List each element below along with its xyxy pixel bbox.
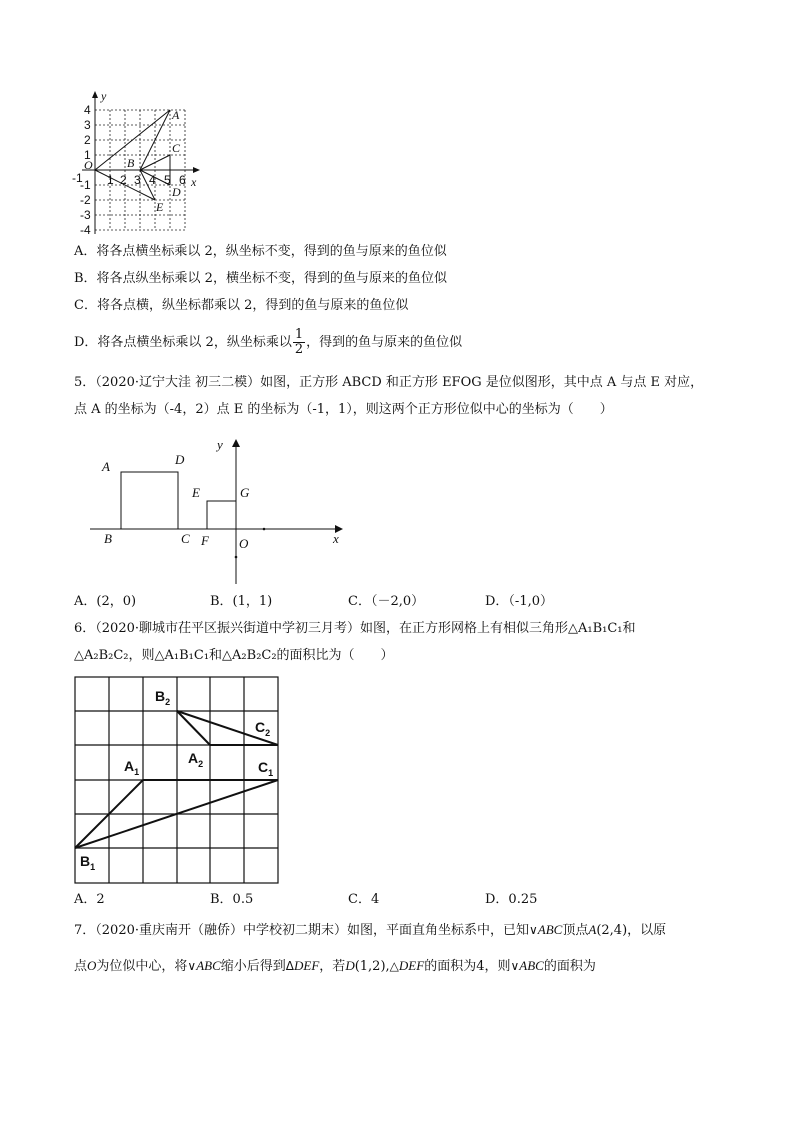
q7-text: ，若	[319, 959, 346, 974]
q6-option-a: A．2	[74, 892, 105, 907]
q4-option-b: B．将各点纵坐标乘以 2，横坐标不变，得到的鱼与原来的鱼位似	[74, 271, 447, 286]
q6-question-line1: 6．（2020·聊城市茌平区振兴街道中学初三月考）如图，在正方形网格上有相似三角形△A₁B₁C₁和	[74, 621, 636, 636]
q5-point-d: D	[175, 452, 185, 467]
q4-option-c: C．将各点横，纵坐标都乘以 2，得到的鱼与原来的鱼位似	[74, 298, 409, 313]
q7-text: 的面积为	[424, 959, 477, 974]
q7-text: 点	[74, 959, 88, 974]
q6-option-b: B．0.5	[210, 892, 254, 907]
q6-label-b2-letter: B	[155, 688, 166, 704]
q6-label-c1-letter: C	[258, 759, 269, 775]
q5-point-o: O	[239, 536, 249, 551]
q6-label-b1-letter: B	[80, 853, 91, 869]
q5-option-d: D．（-1,0）	[485, 594, 553, 609]
fig1-x-tick: 4	[149, 173, 156, 187]
q7-var-abc: ABC	[196, 958, 221, 973]
q6-label-c2	[255, 719, 270, 741]
q6-label-a2-sub: 2	[198, 758, 204, 769]
q6-option-d: D．0.25	[485, 892, 538, 907]
triangle-symbol: ∨	[187, 959, 197, 973]
q7-question-line2	[74, 958, 596, 975]
triangle-symbol: Δ	[285, 959, 295, 973]
q5-point-f: F	[201, 533, 209, 548]
q7-var-o: O	[87, 958, 97, 973]
q6-label-b2-sub: 2	[165, 696, 171, 707]
q7-var-def: DEF	[294, 958, 320, 973]
q6-label-a1	[124, 758, 139, 780]
fig1-x-tick: 5	[164, 173, 171, 187]
q6-label-a2-letter: A	[188, 750, 199, 766]
fig1-y-tick: 4	[84, 103, 91, 117]
triangle-symbol: ∨	[510, 959, 520, 973]
q6-label-c2-letter: C	[255, 719, 266, 735]
q7-text: ，则	[484, 959, 511, 974]
q7-number: 4	[476, 959, 485, 974]
fig1-y-tick: -4	[80, 223, 91, 237]
q7-text: 的面积为	[543, 959, 596, 974]
q5-point-e: E	[192, 485, 200, 500]
fig1-x-tick: 6	[179, 173, 186, 187]
q7-text: 顶点	[562, 923, 589, 938]
q4-option-d-tail: ，得到的鱼与原来的鱼位似	[306, 335, 463, 350]
triangle-symbol: ∨	[529, 923, 538, 937]
fig1-y-tick: 1	[84, 148, 91, 162]
q5-axis-y-label: y	[217, 437, 223, 452]
fig1-x-tick: 3	[134, 173, 141, 187]
q5-question-line1: 5．（2020·辽宁大洼 初三二模）如图，正方形 ABCD 和正方形 EFOG 是位似图形，其中点 A 与点 E 对应，	[74, 375, 704, 390]
fig1-point-a: A	[172, 108, 180, 122]
q7-var-a: A	[588, 922, 597, 937]
q7-var-def: DEF	[398, 958, 425, 973]
q5-option-b: B．(1，1)	[210, 594, 273, 609]
q6-label-c1-sub: 1	[268, 767, 274, 778]
q6-label-b2	[155, 688, 170, 710]
q7-var-abc: ABC	[537, 922, 563, 937]
q5-axis-x-label: x	[333, 531, 339, 546]
fig1-y-tick: -3	[80, 208, 91, 222]
q4-option-a: A．将各点横坐标乘以 2，纵坐标不变，得到的鱼与原来的鱼位似	[74, 244, 447, 259]
q7-text: 缩小后得到	[220, 959, 286, 974]
q6-question-line2: △A₂B₂C₂，则△A₁B₁C₁和△A₂B₂C₂的面积比为（ ）	[74, 648, 394, 663]
fig1-point-b: B	[127, 156, 135, 170]
fig1-y-tick: 2	[84, 133, 91, 147]
q7-text: 为位似中心，将	[96, 959, 188, 974]
q6-label-a1-letter: A	[124, 758, 135, 774]
fig1-x-tick: 2	[120, 173, 127, 187]
q6-option-c: C．4	[348, 892, 380, 907]
q6-label-c2-sub: 2	[265, 727, 271, 738]
fraction-denominator: 2	[294, 342, 304, 357]
fig1-point-d: D	[172, 185, 181, 199]
q7-coord-d: (1,2)	[354, 959, 386, 974]
fig1-axis-y-label: y	[101, 89, 107, 103]
q7-text: ，以原	[627, 923, 667, 938]
q6-label-b1	[80, 853, 95, 875]
q5-option-c: C．（－2,0）	[348, 594, 425, 609]
fig1-point-e: E	[156, 200, 164, 214]
triangle-symbol: △	[389, 959, 399, 973]
q5-point-a: A	[102, 459, 110, 474]
q6-label-a1-sub: 1	[134, 766, 140, 777]
q7-question-line1	[74, 922, 666, 939]
fig1-y-tick: -2	[80, 193, 91, 207]
fig1-y-tick: 3	[84, 118, 91, 132]
q6-label-a2	[188, 750, 203, 772]
q4-option-d-text: D．将各点横坐标乘以 2，纵坐标乘以	[74, 335, 292, 350]
fraction-numerator: 1	[294, 327, 304, 342]
q7-comma: ,	[385, 959, 390, 974]
fig1-y-tick: -1	[80, 178, 91, 192]
q5-point-g: G	[240, 485, 250, 500]
q5-point-c: C	[181, 531, 190, 546]
fig1-neg-x-tick: -1	[72, 171, 83, 185]
q5-point-b: B	[104, 531, 112, 546]
q7-coord-a: (2,4)	[596, 923, 628, 938]
q5-question-line2: 点 A 的坐标为（-4，2）点 E 的坐标为（-1，1），则这两个正方形位似中心的坐标为（ ）	[74, 402, 613, 417]
fig1-point-c: C	[172, 141, 181, 155]
fig1-origin-label: O	[84, 158, 93, 172]
q6-label-b1-sub: 1	[90, 861, 96, 872]
q7-var-d: D	[345, 958, 355, 973]
q7-text: 7．（2020·重庆南开（融侨）中学校初二期末）如图，平面直角坐标系中，已知	[74, 923, 529, 938]
q6-label-c1	[258, 759, 273, 781]
fig1-x-tick: 1	[107, 173, 114, 187]
q5-option-a: A．(2，0)	[74, 594, 137, 609]
fig1-axis-x-label: x	[191, 175, 197, 189]
q7-var-abc: ABC	[519, 958, 544, 973]
